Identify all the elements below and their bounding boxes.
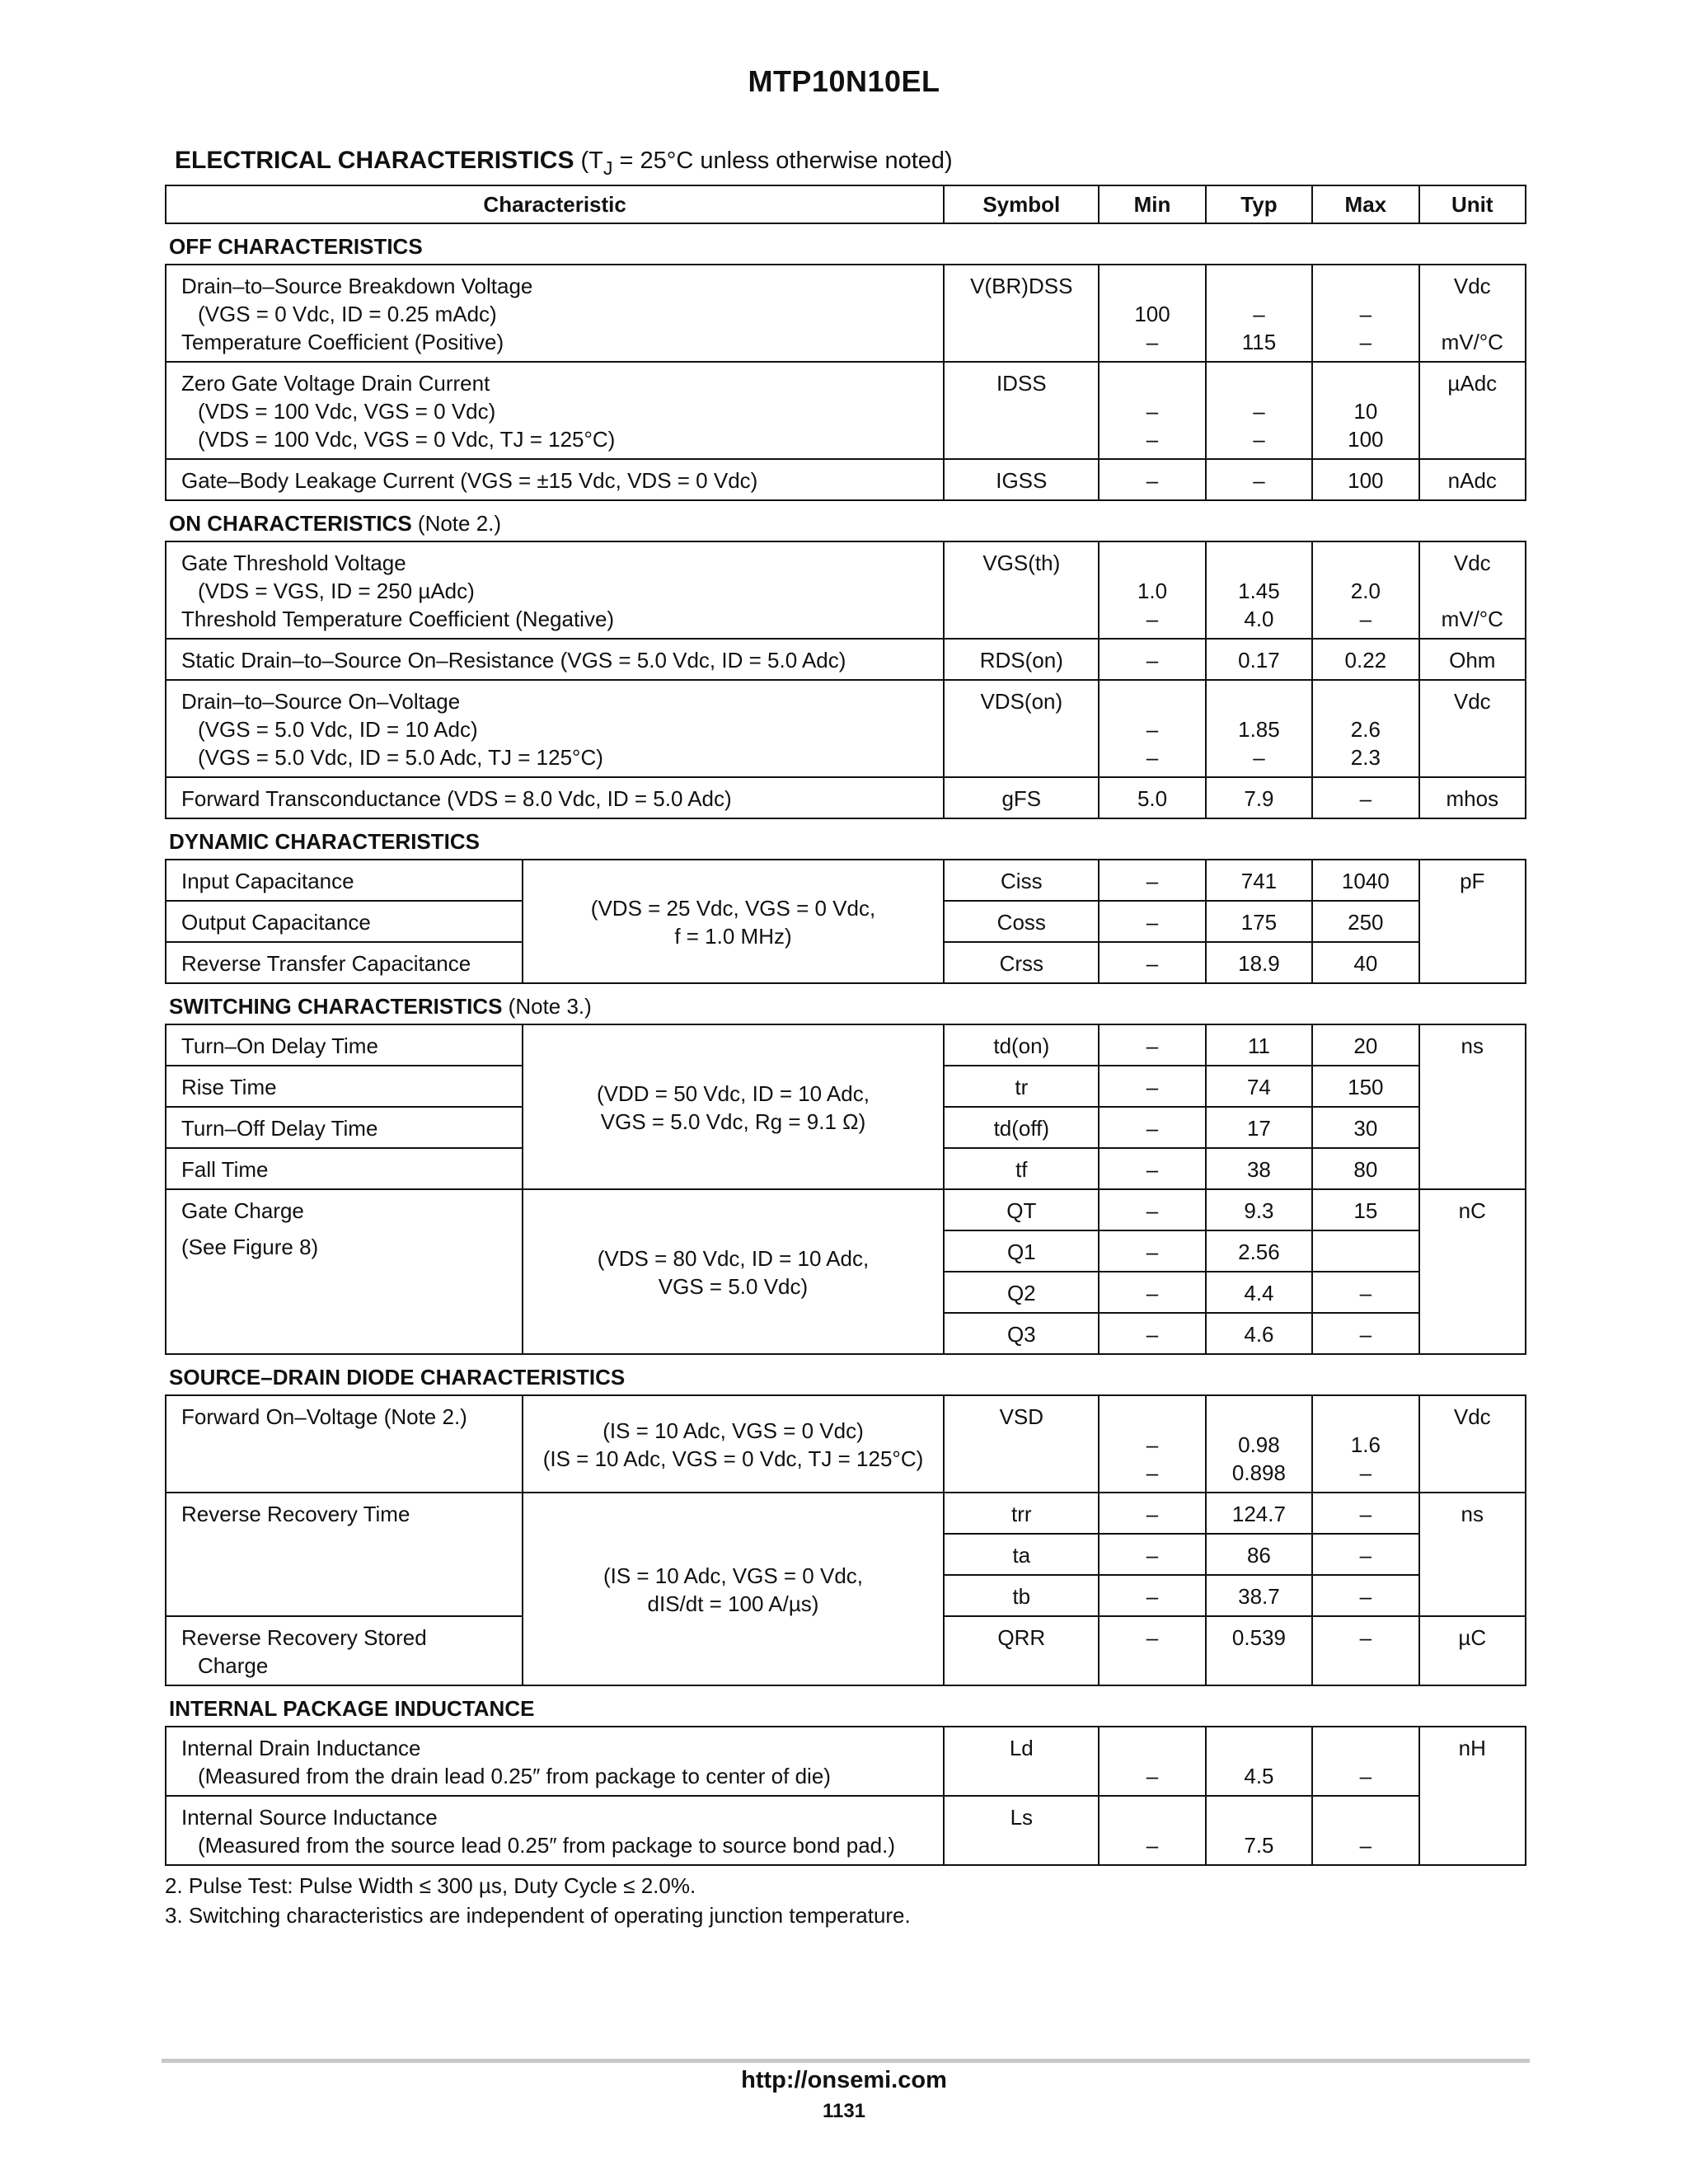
section-heading: [175, 147, 953, 180]
symbol-cell: trr: [944, 1493, 1099, 1534]
unit-cell: Ohm: [1419, 639, 1526, 680]
unit-cell: ns: [1419, 1493, 1526, 1616]
unit-cell: µAdc: [1419, 362, 1526, 459]
typ-cell: 0.17: [1206, 639, 1312, 680]
max-cell: –: [1312, 777, 1418, 818]
min-cell: –: [1099, 1727, 1205, 1796]
table-header-row: [166, 185, 1526, 223]
symbol-cell: IGSS: [944, 459, 1099, 500]
typ-cell: 741: [1206, 860, 1312, 901]
min-cell: –: [1099, 1493, 1205, 1534]
unit-cell: Vdc: [1419, 680, 1526, 777]
characteristic-cell: Reverse Recovery Time: [166, 1493, 523, 1616]
max-cell: 1.6 –: [1312, 1395, 1418, 1493]
table-row: [166, 639, 1526, 680]
unit-cell: nC: [1419, 1189, 1526, 1354]
category-row: [166, 500, 1526, 541]
col-min: Min: [1099, 185, 1205, 223]
min-cell: 5.0: [1099, 777, 1205, 818]
characteristic-cell: Gate Charge (See Figure 8): [166, 1189, 523, 1354]
characteristic-cell: Turn–On Delay Time: [166, 1024, 523, 1066]
max-cell: –: [1312, 1727, 1418, 1796]
table-row: [166, 1796, 1526, 1865]
symbol-cell: gFS: [944, 777, 1099, 818]
table-row: [166, 541, 1526, 639]
symbol-cell: VGS(th): [944, 541, 1099, 639]
category-row: [166, 223, 1526, 265]
condition-cell: (VDS = 25 Vdc, VGS = 0 Vdc, f = 1.0 MHz): [523, 860, 945, 983]
category-dynamic: DYNAMIC CHARACTERISTICS: [166, 818, 1526, 860]
typ-cell: 38.7: [1206, 1575, 1312, 1616]
unit-cell: nH: [1419, 1727, 1526, 1865]
characteristic-cell: Turn–Off Delay Time: [166, 1107, 523, 1148]
electrical-characteristics-table: [165, 185, 1526, 1866]
symbol-cell: Ls: [944, 1796, 1099, 1865]
characteristic-cell: Forward Transconductance (VDS = 8.0 Vdc, ID = 5.0 Adc): [166, 777, 944, 818]
category-row: [166, 1685, 1526, 1727]
section-title: ELECTRICAL CHARACTERISTICS: [175, 147, 574, 174]
max-cell: –: [1312, 1575, 1418, 1616]
symbol-cell: Crss: [944, 942, 1099, 983]
symbol-cell: QT: [944, 1189, 1099, 1230]
symbol-cell: VSD: [944, 1395, 1099, 1493]
col-symbol: Symbol: [944, 185, 1099, 223]
min-cell: –: [1099, 639, 1205, 680]
max-cell: 150: [1312, 1066, 1418, 1107]
category-row: [166, 818, 1526, 860]
table-row: [166, 1395, 1526, 1493]
min-cell: –: [1099, 1575, 1205, 1616]
characteristic-cell: Reverse Transfer Capacitance: [166, 942, 523, 983]
symbol-cell: tb: [944, 1575, 1099, 1616]
min-cell: –: [1099, 1066, 1205, 1107]
max-cell: 20: [1312, 1024, 1418, 1066]
symbol-cell: ta: [944, 1534, 1099, 1575]
min-cell: –: [1099, 942, 1205, 983]
min-cell: –: [1099, 1148, 1205, 1189]
min-cell: –: [1099, 1230, 1205, 1272]
max-cell: –: [1312, 1272, 1418, 1313]
max-cell: –: [1312, 1313, 1418, 1354]
table-row: [166, 459, 1526, 500]
max-cell: –: [1312, 1493, 1418, 1534]
max-cell: –: [1312, 1616, 1418, 1685]
typ-cell: 124.7: [1206, 1493, 1312, 1534]
category-row: [166, 1354, 1526, 1395]
col-characteristic: Characteristic: [166, 185, 944, 223]
category-switching: SWITCHING CHARACTERISTICS (Note 3.): [166, 983, 1526, 1024]
unit-cell: Vdc mV/°C: [1419, 265, 1526, 362]
unit-cell: mhos: [1419, 777, 1526, 818]
category-off: OFF CHARACTERISTICS: [166, 223, 1526, 265]
col-unit: Unit: [1419, 185, 1526, 223]
col-typ: Typ: [1206, 185, 1312, 223]
unit-cell: ns: [1419, 1024, 1526, 1189]
typ-cell: 0.98 0.898: [1206, 1395, 1312, 1493]
section-condition: ($T_J = 25^\circ C$ unless otherwise noted): [580, 148, 953, 180]
table-row: [166, 1024, 1526, 1066]
symbol-cell: Q2: [944, 1272, 1099, 1313]
min-cell: – –: [1099, 680, 1205, 777]
footnote: 3. Switching characteristics are independent of operating junction temperature.: [165, 1903, 911, 1928]
symbol-cell: IDSS: [944, 362, 1099, 459]
symbol-cell: Q1: [944, 1230, 1099, 1272]
max-cell: –: [1312, 1796, 1418, 1865]
category-inductance: INTERNAL PACKAGE INDUCTANCE: [166, 1685, 1526, 1727]
typ-cell: 1.85 –: [1206, 680, 1312, 777]
typ-cell: 86: [1206, 1534, 1312, 1575]
typ-cell: 4.5: [1206, 1727, 1312, 1796]
min-cell: –: [1099, 459, 1205, 500]
typ-cell: 18.9: [1206, 942, 1312, 983]
table-row: [166, 680, 1526, 777]
symbol-cell: tr: [944, 1066, 1099, 1107]
characteristic-cell: Reverse Recovery Stored Charge: [166, 1616, 523, 1685]
category-on: ON CHARACTERISTICS (Note 2.): [166, 500, 1526, 541]
characteristic-cell: Input Capacitance: [166, 860, 523, 901]
characteristic-cell: Rise Time: [166, 1066, 523, 1107]
typ-cell: 0.539: [1206, 1616, 1312, 1685]
table-row: [166, 777, 1526, 818]
condition-cell: (VDD = 50 Vdc, ID = 10 Adc, VGS = 5.0 Vdc, Rg = 9.1 Ω): [523, 1024, 945, 1189]
col-max: Max: [1312, 185, 1418, 223]
footer-divider: [162, 2059, 1530, 2063]
footnote: 2. Pulse Test: Pulse Width ≤ 300 µs, Duty Cycle ≤ 2.0%.: [165, 1873, 696, 1898]
table-row: [166, 1189, 1526, 1230]
min-cell: 100 –: [1099, 265, 1205, 362]
condition-cell: (IS = 10 Adc, VGS = 0 Vdc) (IS = 10 Adc, VGS = 0 Vdc, TJ = 125°C): [523, 1395, 945, 1493]
typ-cell: 11: [1206, 1024, 1312, 1066]
symbol-cell: Ciss: [944, 860, 1099, 901]
symbol-cell: Coss: [944, 901, 1099, 942]
characteristic-cell: Gate–Body Leakage Current (VGS = ±15 Vdc, VDS = 0 Vdc): [166, 459, 944, 500]
category-row: [166, 983, 1526, 1024]
typ-cell: 74: [1206, 1066, 1312, 1107]
min-cell: –: [1099, 1796, 1205, 1865]
typ-cell: 7.5: [1206, 1796, 1312, 1865]
part-number-title: MTP10N10EL: [748, 64, 940, 98]
typ-cell: 4.4: [1206, 1272, 1312, 1313]
typ-cell: 9.3: [1206, 1189, 1312, 1230]
max-cell: –: [1312, 1534, 1418, 1575]
typ-cell: 4.6: [1206, 1313, 1312, 1354]
min-cell: – –: [1099, 362, 1205, 459]
max-cell: 100: [1312, 459, 1418, 500]
min-cell: –: [1099, 1024, 1205, 1066]
min-cell: –: [1099, 1272, 1205, 1313]
condition-cell: (VDS = 80 Vdc, ID = 10 Adc, VGS = 5.0 Vdc): [523, 1189, 945, 1354]
max-cell: – –: [1312, 265, 1418, 362]
condition-cell: (IS = 10 Adc, VGS = 0 Vdc, dIS/dt = 100 A/µs): [523, 1493, 945, 1685]
min-cell: –: [1099, 1107, 1205, 1148]
typ-cell: – –: [1206, 362, 1312, 459]
table-row: [166, 1493, 1526, 1534]
footnotes: [165, 1871, 911, 1930]
unit-cell: pF: [1419, 860, 1526, 983]
characteristic-cell: Drain–to–Source Breakdown Voltage (VGS = 0 Vdc, ID = 0.25 mAdc) Temperature Coefficient (Positive): [166, 265, 944, 362]
characteristic-cell: Zero Gate Voltage Drain Current (VDS = 100 Vdc, VGS = 0 Vdc) (VDS = 100 Vdc, VGS = 0 Vdc, TJ = 125°C): [166, 362, 944, 459]
category-diode: SOURCE–DRAIN DIODE CHARACTERISTICS: [166, 1354, 1526, 1395]
characteristic-cell: Fall Time: [166, 1148, 523, 1189]
max-cell: 0.22: [1312, 639, 1418, 680]
table-row: [166, 1727, 1526, 1796]
symbol-cell: tf: [944, 1148, 1099, 1189]
unit-cell: Vdc: [1419, 1395, 1526, 1493]
characteristic-cell: Forward On–Voltage (Note 2.): [166, 1395, 523, 1493]
max-cell: 30: [1312, 1107, 1418, 1148]
max-cell: 80: [1312, 1148, 1418, 1189]
max-cell: 2.6 2.3: [1312, 680, 1418, 777]
max-cell: 1040: [1312, 860, 1418, 901]
typ-cell: – 115: [1206, 265, 1312, 362]
max-cell: [1312, 1230, 1418, 1272]
characteristic-cell: Output Capacitance: [166, 901, 523, 942]
symbol-cell: VDS(on): [944, 680, 1099, 777]
max-cell: 2.0 –: [1312, 541, 1418, 639]
typ-cell: 175: [1206, 901, 1312, 942]
symbol-cell: Ld: [944, 1727, 1099, 1796]
min-cell: –: [1099, 1534, 1205, 1575]
unit-cell: µC: [1419, 1616, 1526, 1685]
characteristic-cell: Gate Threshold Voltage (VDS = VGS, ID = 250 µAdc) Threshold Temperature Coefficient (Negative): [166, 541, 944, 639]
characteristic-cell: Internal Drain Inductance (Measured from the drain lead 0.25″ from package to center of die): [166, 1727, 944, 1796]
typ-cell: 17: [1206, 1107, 1312, 1148]
symbol-cell: td(off): [944, 1107, 1099, 1148]
max-cell: 40: [1312, 942, 1418, 983]
characteristic-cell: Static Drain–to–Source On–Resistance (VGS = 5.0 Vdc, ID = 5.0 Adc): [166, 639, 944, 680]
page-number: 1131: [822, 2100, 866, 2122]
footer-url-link[interactable]: http://onsemi.com: [741, 2067, 947, 2093]
min-cell: –: [1099, 1616, 1205, 1685]
min-cell: –: [1099, 1313, 1205, 1354]
unit-cell: nAdc: [1419, 459, 1526, 500]
table-row: [166, 265, 1526, 362]
symbol-cell: RDS(on): [944, 639, 1099, 680]
min-cell: –: [1099, 901, 1205, 942]
max-cell: 10 100: [1312, 362, 1418, 459]
typ-cell: 1.45 4.0: [1206, 541, 1312, 639]
symbol-cell: Q3: [944, 1313, 1099, 1354]
symbol-cell: V(BR)DSS: [944, 265, 1099, 362]
characteristic-cell: Internal Source Inductance (Measured from the source lead 0.25″ from package to source bond pad.): [166, 1796, 944, 1865]
typ-cell: –: [1206, 459, 1312, 500]
max-cell: 15: [1312, 1189, 1418, 1230]
typ-cell: 7.9: [1206, 777, 1312, 818]
typ-cell: 38: [1206, 1148, 1312, 1189]
typ-cell: 2.56: [1206, 1230, 1312, 1272]
min-cell: –: [1099, 1189, 1205, 1230]
symbol-cell: td(on): [944, 1024, 1099, 1066]
table-row: [166, 860, 1526, 901]
min-cell: –: [1099, 860, 1205, 901]
max-cell: 250: [1312, 901, 1418, 942]
symbol-cell: QRR: [944, 1616, 1099, 1685]
min-cell: – –: [1099, 1395, 1205, 1493]
min-cell: 1.0 –: [1099, 541, 1205, 639]
unit-cell: Vdc mV/°C: [1419, 541, 1526, 639]
table-row: [166, 362, 1526, 459]
characteristic-cell: Drain–to–Source On–Voltage (VGS = 5.0 Vdc, ID = 10 Adc) (VGS = 5.0 Vdc, ID = 5.0 Adc, TJ = 125°C): [166, 680, 944, 777]
